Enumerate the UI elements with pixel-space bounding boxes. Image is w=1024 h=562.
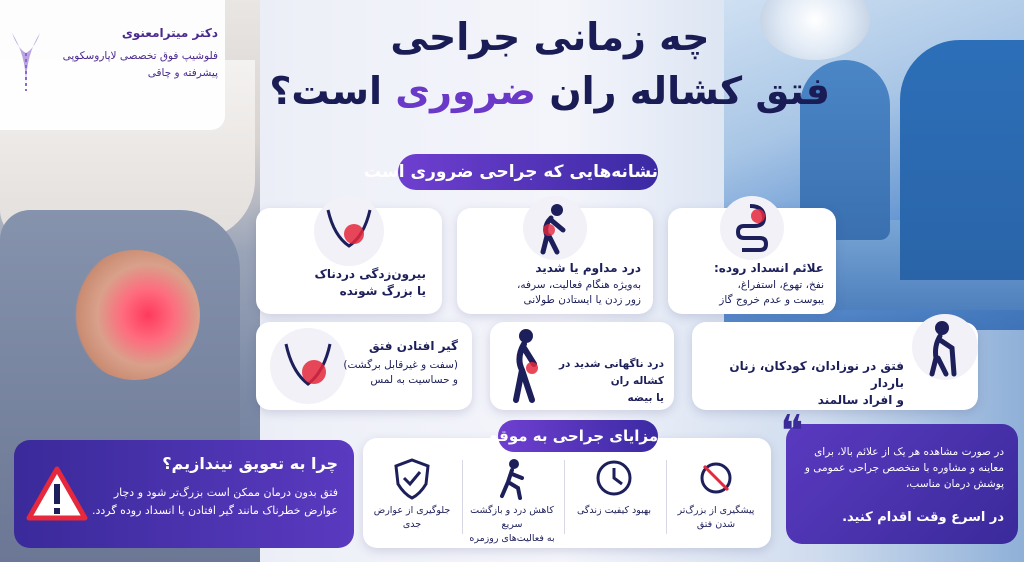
doctor-name: دکتر میترامعنوی — [121, 26, 218, 40]
title-highlight: ضروری — [395, 69, 536, 113]
advice-cta: در اسرع وقت اقدام کنید. — [842, 510, 1004, 525]
advice-text: در صورت مشاهده هر یک از علائم بالا، برای معاینه و مشاوره با متخصص جراحی عمومی و پوشش درمان مناسب، — [804, 446, 1004, 490]
card-text: نفخ، تهوع، استفراغ، یبوست و عدم خروج گاز — [719, 279, 824, 306]
warning-box — [14, 440, 354, 548]
card-title: گیر افتادن فتق — [368, 339, 458, 353]
surgeon-figure — [900, 40, 1024, 280]
sign-card-trapped — [256, 322, 472, 410]
card-title: درد مداوم یا شدید — [535, 261, 641, 275]
title-part: فتق کشاله ران — [535, 69, 830, 113]
warning-title: چرا به تعویق نیندازیم؟ — [162, 454, 338, 473]
groin-bulge-icon — [314, 196, 384, 266]
clock-icon — [592, 456, 636, 500]
intestine-icon — [720, 196, 784, 260]
benefit-label: بهبود کیفیت زندگی — [576, 505, 652, 516]
benefit-label: جلوگیری از عوارض جدی — [373, 505, 451, 530]
benefit-label: پیشگیری از بزرگ‌تر شدن فتق — [677, 505, 755, 530]
benefit-item — [463, 456, 561, 544]
clinic-logo-icon — [8, 25, 44, 95]
divider — [462, 460, 463, 534]
hernia-prevent-icon — [694, 456, 738, 500]
benefit-item — [667, 456, 765, 540]
doctor-title-line1: فلوشیپ فوق تخصصی لاپاروسکوپی — [62, 50, 218, 62]
page-title-line2 — [270, 68, 830, 114]
divider — [564, 460, 565, 534]
doctor-title — [50, 48, 218, 82]
pain-highlight — [70, 250, 200, 380]
page-title-line1: چه زمانی جراحی — [390, 15, 710, 59]
brand-card — [0, 0, 225, 130]
sign-card-bulge — [256, 208, 442, 314]
card-text: (سفت و غیرقابل برگشت) و حساسیت به لمس — [343, 359, 458, 386]
card-title: علائم انسداد روده: — [713, 261, 824, 275]
benefit-item — [565, 456, 663, 540]
elderly-icon — [912, 314, 978, 380]
divider — [666, 460, 667, 534]
sign-card-groups — [692, 322, 978, 410]
sign-card-bowel — [668, 208, 836, 314]
sudden-pain-icon — [496, 324, 558, 406]
card-title: فتق در نوزادان، کودکان، زنان باردار و افراد سالمند — [729, 359, 904, 407]
title-part: است؟ — [269, 69, 396, 113]
card-text: به‌ویژه هنگام فعالیت، سرفه، زور زدن یا ایستادن طولانی — [516, 279, 641, 306]
sign-card-sudden — [490, 322, 674, 410]
back-pain-icon — [523, 196, 587, 260]
benefit-item — [363, 456, 461, 540]
benefits-heading: مزایای جراحی به موقع — [498, 420, 658, 452]
benefits-card — [363, 438, 771, 548]
signs-heading: نشانه‌هایی که جراحی ضروری است — [398, 154, 658, 190]
doctor-title-line2: پیشرفته و چاقی — [147, 67, 218, 79]
quote-icon: ❝ — [780, 406, 804, 457]
shield-check-icon — [390, 456, 434, 500]
benefit-label: کاهش درد و بازگشت سریع به فعالیت‌های روزمره — [469, 505, 555, 544]
warning-text: فتق بدون درمان ممکن است بزرگ‌تر شود و دچار عوارض خطرناک مانند گیر افتادن یا انسداد روده گردد. — [92, 486, 338, 517]
sign-card-pain — [457, 208, 653, 314]
trapped-hernia-icon — [270, 328, 346, 404]
card-title: درد ناگهانی شدید در کشاله ران یا بیضه — [558, 358, 664, 404]
advice-box — [780, 406, 1018, 544]
walking-person-icon — [490, 456, 534, 500]
card-title: بیرون‌زدگی دردناک یا بزرگ شونده — [314, 267, 426, 298]
